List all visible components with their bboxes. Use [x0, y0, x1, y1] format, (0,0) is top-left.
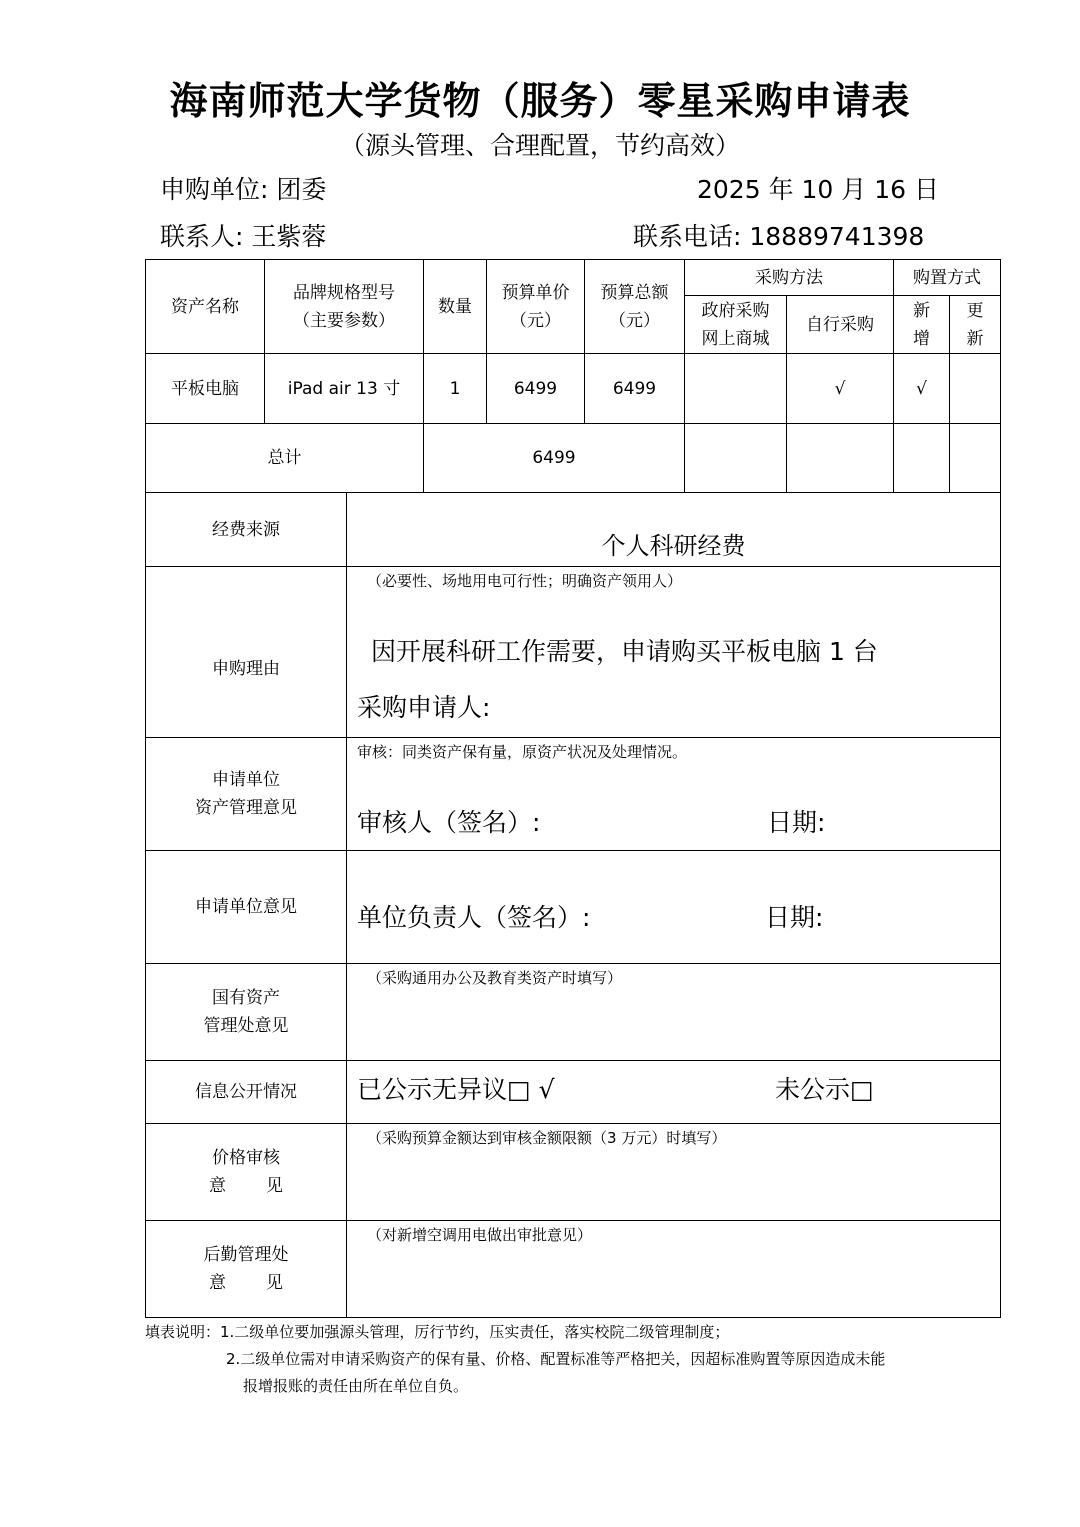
item-brand: iPad air 13 寸	[265, 354, 424, 424]
footer-note-2: 2.二级单位需对申请采购资产的保有量、价格、配置标准等严格把关，因超标准购置等原因造成未能	[226, 1350, 886, 1368]
item-new: √	[894, 354, 950, 424]
header-purchase-type: 购置方式	[894, 260, 1001, 296]
item-asset-name: 平板电脑	[146, 354, 265, 424]
price-review-field[interactable]	[347, 1124, 1001, 1221]
header-asset-name: 资产名称	[146, 260, 265, 354]
state-asset-field[interactable]	[347, 964, 1001, 1061]
request-date: 2025 年 10 月 16 日	[697, 175, 939, 204]
item-unit-price: 6499	[487, 354, 585, 424]
requesting-unit: 申购单位: 团委	[160, 175, 327, 204]
logistics-field[interactable]	[347, 1221, 1001, 1318]
asset-mgmt-note: 审核：同类资产保有量，原资产状况及处理情况。	[357, 743, 688, 761]
total-renew-cell	[950, 424, 1001, 493]
asset-mgmt-row	[146, 738, 1001, 851]
purchase-form-table	[145, 259, 1001, 1318]
header-brand-spec: 品牌规格型号 （主要参数）	[265, 260, 424, 354]
reviewer-date: 日期:	[767, 808, 826, 837]
form-subtitle: （源头管理、合理配置，节约高效）	[339, 131, 740, 160]
disclosure-label: 信息公开情况	[146, 1061, 347, 1124]
reason-text: 因开展科研工作需要，申请购买平板电脑 1 台	[371, 637, 878, 666]
total-gov-cell	[685, 424, 787, 493]
reason-row	[146, 567, 1001, 738]
asset-mgmt-field[interactable]	[347, 738, 1001, 851]
asset-mgmt-label: 申请单位 资产管理意见	[146, 738, 347, 851]
funding-value: 个人科研经费	[601, 532, 746, 560]
footer-note-1: 填表说明：1.二级单位要加强源头管理，厉行节约，压实责任，落实校院二级管理制度；	[145, 1323, 730, 1341]
form-title: 海南师范大学货物（服务）零星采购申请表	[169, 79, 911, 123]
item-total-price: 6499	[585, 354, 685, 424]
header-gov-mall: 政府采购 网上商城	[685, 296, 787, 354]
item-gov-mall	[685, 354, 787, 424]
reason-field[interactable]	[347, 567, 1001, 738]
logistics-label: 后勤管理处 意见	[146, 1221, 347, 1318]
item-self-purchase: √	[787, 354, 894, 424]
contact-person: 联系人: 王紫蓉	[160, 222, 327, 251]
footer-note-3: 报增报账的责任由所在单位自负。	[243, 1377, 469, 1395]
item-row	[146, 354, 1001, 424]
price-review-label: 价格审核 意见	[146, 1124, 347, 1221]
applicant-signature: 采购申请人:	[357, 693, 491, 722]
header-renew: 更 新	[950, 296, 1001, 354]
header-row	[146, 260, 1001, 296]
total-new-cell	[894, 424, 950, 493]
leader-signature: 单位负责人（签名）:	[357, 903, 591, 932]
state-asset-row	[146, 964, 1001, 1061]
header-unit-price: 预算单价 （元）	[487, 260, 585, 354]
item-renew	[950, 354, 1001, 424]
price-review-note: （采购预算金额达到审核金额限额（3 万元）时填写）	[367, 1129, 727, 1147]
reason-note: （必要性、场地用电可行性；明确资产领用人）	[367, 572, 683, 590]
total-self-cell	[787, 424, 894, 493]
state-asset-note: （采购通用办公及教育类资产时填写）	[367, 969, 623, 987]
reason-label: 申购理由	[146, 567, 347, 738]
funding-field[interactable]	[347, 493, 1001, 567]
item-quantity: 1	[424, 354, 487, 424]
contact-phone: 联系电话: 18889741398	[633, 222, 925, 251]
total-row	[146, 424, 1001, 493]
header-new: 新 增	[894, 296, 950, 354]
header-total-price: 预算总额 （元）	[585, 260, 685, 354]
logistics-row	[146, 1221, 1001, 1318]
header-purchase-method: 采购方法	[685, 260, 894, 296]
disclosure-field[interactable]	[347, 1061, 1001, 1124]
disclosure-published: 已公示无异议□ √	[357, 1075, 555, 1104]
total-value: 6499	[424, 424, 685, 493]
unit-opinion-label: 申请单位意见	[146, 851, 347, 964]
reviewer-signature: 审核人（签名）:	[357, 808, 541, 837]
funding-label: 经费来源	[146, 493, 347, 567]
logistics-note: （对新增空调用电做出审批意见）	[367, 1226, 593, 1244]
header-self-purchase: 自行采购	[787, 296, 894, 354]
disclosure-row	[146, 1061, 1001, 1124]
funding-row	[146, 493, 1001, 567]
state-asset-label: 国有资产 管理处意见	[146, 964, 347, 1061]
price-review-row	[146, 1124, 1001, 1221]
total-label: 总计	[146, 424, 424, 493]
header-quantity: 数量	[424, 260, 487, 354]
leader-date: 日期:	[765, 903, 824, 932]
unit-opinion-row	[146, 851, 1001, 964]
unit-opinion-field[interactable]	[347, 851, 1001, 964]
disclosure-unpublished: 未公示□	[775, 1075, 874, 1104]
